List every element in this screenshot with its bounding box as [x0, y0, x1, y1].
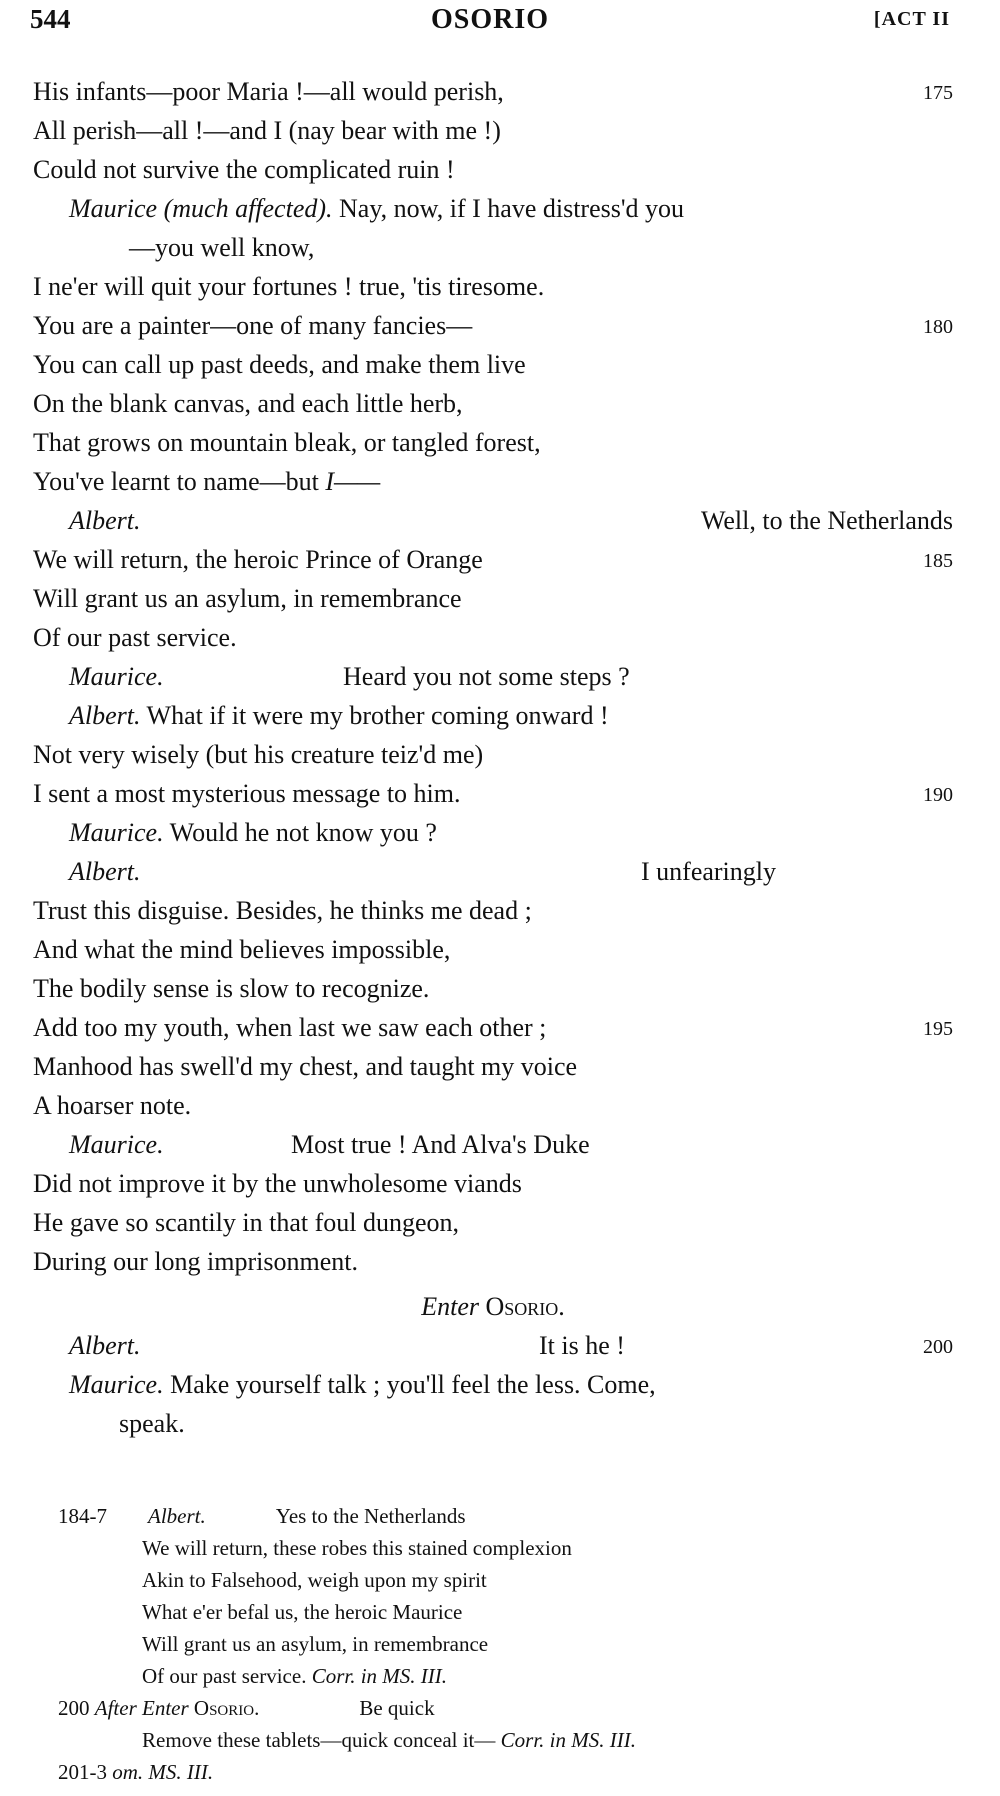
footnote-ref: 200	[58, 1696, 90, 1720]
page-title: OSORIO	[430, 4, 550, 35]
running-header	[30, 4, 950, 44]
speaker-name: Maurice.	[69, 1370, 164, 1399]
character-name: Osorio.	[485, 1292, 565, 1321]
line-number: 180	[923, 316, 953, 338]
verse-line: Add too my youth, when last we saw each other ; 195	[33, 1008, 953, 1047]
verse-text	[33, 72, 953, 1443]
speaker-name: Maurice.	[69, 1130, 164, 1159]
verse-line: Albert. What if it were my brother coming onward !	[69, 701, 609, 730]
footnote-line: Remove these tablets—quick conceal it— Corr. in MS. III.	[142, 1728, 636, 1752]
verse-line: Manhood has swell'd my chest, and taught my voice	[33, 1052, 578, 1081]
stage-direction-line	[33, 1287, 953, 1326]
verse-line: A hoarser note.	[33, 1091, 192, 1120]
line-number: 195	[923, 1018, 953, 1040]
speaker-name: Albert.	[69, 506, 141, 535]
speaker-name: Albert.	[69, 857, 141, 886]
footnote-ref: 201-3	[58, 1760, 107, 1784]
verse-line: Maurice. Would he not know you ?	[69, 818, 437, 847]
speaker-name: Maurice.	[69, 662, 164, 691]
verse-line: During our long imprisonment.	[33, 1247, 358, 1276]
line-number: 190	[923, 784, 953, 806]
verse-line: Could not survive the complicated ruin !	[33, 155, 455, 184]
verse-line: Maurice (much affected). Nay, now, if I have distress'd you	[69, 194, 685, 223]
verse-line: —you well know,	[129, 233, 315, 262]
verse-line: Maurice. Most true ! And Alva's Duke	[33, 1125, 953, 1164]
verse-line: His infants—poor Maria !—all would perish, 175	[33, 72, 953, 111]
verse-line: The bodily sense is slow to recognize.	[33, 974, 430, 1003]
footnote-line: 184-7 Albert. Yes to the Netherlands	[58, 1500, 948, 1532]
verse-line: All perish—all !—and I (nay bear with me !)	[33, 116, 501, 145]
verse-line: Trust this disguise. Besides, he thinks me dead ;	[33, 896, 532, 925]
footnote-ref: 184-7	[58, 1504, 107, 1528]
page-number: 544	[30, 4, 71, 34]
speaker-name: Albert.	[69, 701, 141, 730]
verse-line: Did not improve it by the unwholesome viands	[33, 1169, 522, 1198]
footnote-line: 200 After Enter Osorio. Be quick	[58, 1696, 435, 1720]
verse-line: Not very wisely (but his creature teiz'd me)	[33, 740, 484, 769]
act-label: [ACT II	[873, 8, 950, 30]
verse-line: You've learnt to name—but I——	[33, 467, 381, 496]
verse-line: Albert. Well, to the Netherlands	[33, 501, 953, 540]
verse-line: On the blank canvas, and each little herb,	[33, 389, 463, 418]
footnote-line: Will grant us an asylum, in remembrance	[142, 1632, 489, 1656]
stage-direction: (much affected).	[163, 194, 333, 223]
speaker-name: Maurice	[69, 194, 158, 223]
verse-line: I sent a most mysterious message to him. 190	[33, 774, 953, 813]
verse-line: Albert. I unfearingly	[33, 852, 953, 891]
verse-line: You can call up past deeds, and make them live	[33, 350, 526, 379]
speaker-name: Albert.	[69, 1331, 141, 1360]
line-number: 200	[923, 1336, 953, 1358]
verse-line: And what the mind believes impossible,	[33, 935, 451, 964]
verse-line: Albert. It is he ! 200	[33, 1326, 953, 1365]
footnotes	[58, 1500, 948, 1788]
verse-line: speak.	[119, 1409, 185, 1438]
footnote-line: 201-3 om. MS. III.	[58, 1760, 214, 1784]
footnote-line: Akin to Falsehood, weigh upon my spirit	[142, 1568, 487, 1592]
verse-line: Will grant us an asylum, in remembrance	[33, 584, 462, 613]
verse-line: I ne'er will quit your fortunes ! true, 'tis tiresome.	[33, 272, 545, 301]
verse-line: Maurice. Make yourself talk ; you'll feel the less. Come,	[69, 1370, 656, 1399]
verse-line: Maurice. Heard you not some steps ?	[33, 657, 953, 696]
verse-line: Of our past service.	[33, 623, 237, 652]
stage-direction: Enter	[421, 1292, 479, 1321]
verse-line: You are a painter—one of many fancies— 180	[33, 306, 953, 345]
verse-line: That grows on mountain bleak, or tangled forest,	[33, 428, 541, 457]
verse-line: He gave so scantily in that foul dungeon,	[33, 1208, 460, 1237]
footnote-line: Of our past service. Corr. in MS. III.	[142, 1664, 448, 1688]
speaker-name: Maurice.	[69, 818, 164, 847]
footnote-line: We will return, these robes this stained complexion	[142, 1536, 572, 1560]
footnote-line: What e'er befal us, the heroic Maurice	[142, 1600, 463, 1624]
verse-line: We will return, the heroic Prince of Orange 185	[33, 540, 953, 579]
line-number: 175	[923, 82, 953, 104]
line-number: 185	[923, 550, 953, 572]
